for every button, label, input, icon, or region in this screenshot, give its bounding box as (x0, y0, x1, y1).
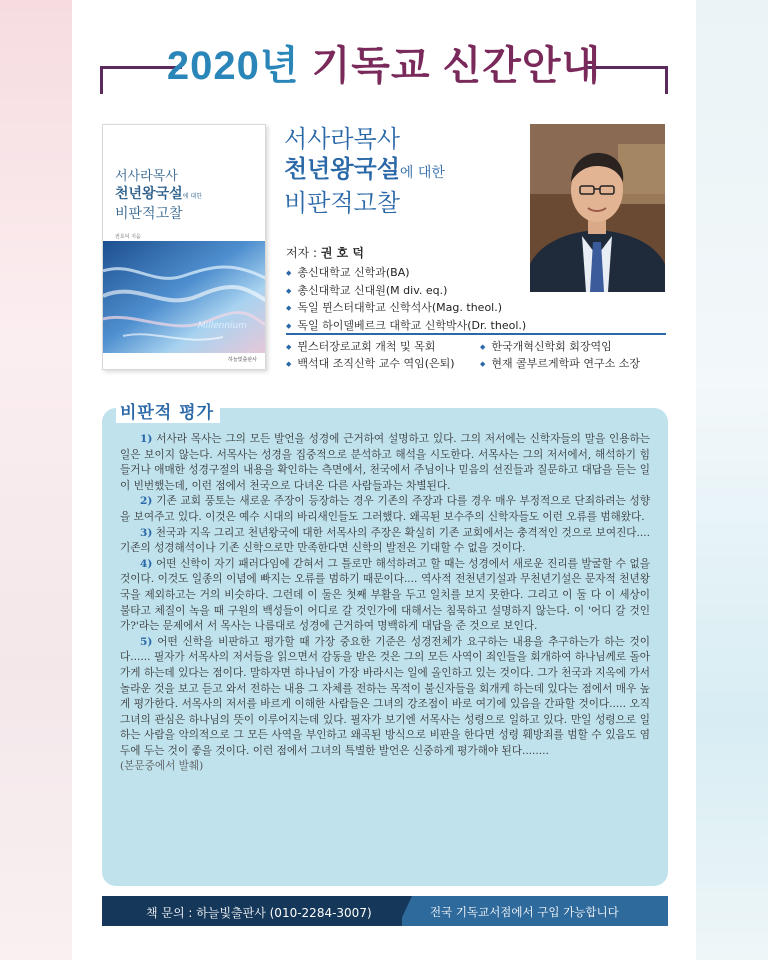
cover-artwork (103, 241, 266, 353)
book-title-line2 (284, 154, 445, 188)
divider (286, 333, 666, 335)
left-background (0, 0, 72, 960)
roles-right-column (480, 339, 640, 373)
title-text: 기독교 신간안내 (311, 44, 602, 88)
paragraph-number: 4) (140, 557, 153, 570)
review-paragraph (120, 635, 650, 760)
credential-item: ◆ 독일 뮌스터대학교 신학석사(Mag. theol.) (286, 300, 526, 318)
book-title-line1: 서사라목사 (284, 125, 400, 153)
author-credentials (286, 265, 526, 335)
paragraph-text: 어떤 신학이 자기 패러다임에 갇혀서 그 틀로만 해석하려고 할 때는 성경에서 새로운 진리를 발굴할 수 없을 것이다. 이것도 일종의 이념에 빠지는 오류를 범하기 때문이다.... 역사적 전천년기설과 무천년기설은 문자적 천년왕국을 제외하고는 거의 비슷하다. 그런데 이 둘은 첫째 부활을 두고 일치를 보지 못한다. 그리고 이 둘 다 이 세상이 불타고 체질이 녹을 때 구원의 백성들이 어디로 갈 것인가에 대해서는 침묵하고 설명하지 않는다. 이 '어디 갈 것인가?'라는 문제에서 서 목사는 나름대로 성경에 근거하여 명백하게 대답을 준 것으로 보인다. (120, 557, 650, 633)
footer-contact: 책 문의 : 하늘빛출판사 (010-2284-3007) (146, 906, 372, 920)
book-title-line3: 비판적고찰 (284, 189, 400, 217)
role-item: ◆ 한국개혁신학회 회장역임 (480, 339, 640, 356)
paragraph-text: 기존 교회 풍토는 새로운 주장이 등장하는 경우 기존의 주장과 다를 경우 매우 부정적으로 단죄하려는 성향을 보여주고 있다. 이것은 예수 시대의 바리새인들도 그러했다. 왜곡된 보수주의 신학자들도 이런 오류를 범해왔다. (120, 495, 650, 523)
page-title (72, 34, 696, 91)
header (72, 28, 696, 102)
cover-title-line1: 서사라목사 (115, 169, 178, 184)
title-year: 2020년 (166, 44, 300, 88)
review-paragraph (120, 526, 650, 557)
paragraph-number: 2) (140, 495, 153, 508)
author-portrait-icon (530, 124, 665, 292)
credential-item: ◆ 총신대학교 신학과(BA) (286, 265, 526, 283)
cover-author: 권호덕 지음 (115, 234, 141, 240)
review-paragraph (120, 557, 650, 635)
role-item: ◆ 현재 콜부르게학파 연구소 소장 (480, 356, 640, 373)
footer-availability: 전국 기독교서점에서 구입 가능합니다 (430, 905, 619, 919)
cover-title-line2 (115, 183, 202, 203)
paragraph-text: 천국과 지옥 그리고 천년왕국에 대한 서목사의 주장은 확실히 기존 교회에서는 충격적인 것으로 보여진다.... 기존의 성경해석이나 기존 신학으로만 만족한다면 신학의 발전은 기대할 수 없을 것이다. (120, 526, 651, 555)
paragraph-number: 1) (140, 433, 153, 445)
roles-left-column (286, 339, 455, 373)
paragraph-text: 어떤 신학을 비판하고 평가할 때 가장 중요한 기준은 성경전체가 요구하는 내용을 추구하는가 하는 것이다...... 필자가 서목사의 저서들을 읽으면서 감동을 받은 것은 그의 모든 사역이 죄인들을 회개하여 하나님께로 돌아가게 하는데 있다는 점이다. 말하자면 하나님이 가장 바라시는 일에 올인하고 있는 것이다. 그가 천국과 지옥에 가서 놀라운 것을 보고 듣고 와서 전하는 내용 그 자체를 전하는 목적이 불신자들을 회개케 하는데 있다는 점에서 매우 높게 평가한다. 서목사의 저서를 바르게 이해한 사람들은 그녀의 강조점이 바로 여기에 있음을 간파할 것이다..... 오직 그녀의 관심은 하나님의 뜻이 이루어지는데 있다. 필자가 보기엔 서목사는 성령으로 일하고 있다. 만일 성령으로 일하는 사람을 악의적으로 그 모든 사역을 부인하고 왜곡된 방식으로 비판을 한다면 성령 훼방죄를 범할 수 있음도 염두에 두는 것이 좋을 것이다. 이런 점에서 그녀의 특별한 발언은 신중하게 평가해야 된다........ (120, 635, 650, 757)
cover-title-line3: 비판적고찰 (115, 206, 183, 222)
book-cover-image (102, 124, 266, 370)
author-label: 저자 : (286, 246, 321, 260)
book-title-small: 에 대한 (399, 165, 445, 181)
role-item: ◆ 뮌스터장로교회 개척 및 목회 (286, 339, 455, 356)
footer-banner (102, 896, 668, 926)
review-body (120, 432, 650, 775)
right-background (696, 0, 768, 960)
credential-item: ◆ 총신대학교 신대원(M div. eq.) (286, 283, 526, 301)
credential-item: ◆ 독일 하이델베르크 대학교 신학박사(Dr. theol.) (286, 318, 526, 336)
cover-title-main: 천년왕국설 (115, 186, 183, 202)
author-line (286, 244, 364, 261)
cover-title-small: 에 대한 (182, 193, 202, 200)
review-paragraph (120, 432, 650, 494)
paragraph-text: 서사라 목사는 그의 모든 발언을 성경에 근거하여 설명하고 있다. 그의 저서에는 신학자들의 말을 인용하는 일은 보이지 않는다. 서목사는 성경을 집중적으로 분석하고 해석을 시도한다. 서목사는 그의 저서에서, 해석하기 힘들거나 애매한 성경구절의 내용을 확인하는 측면에서, 천국에서 주님이나 믿음의 선진들과 질문하고 대답을 듣는 일이 빈번했는데, 이런 점에서 천국으로 다녀온 다른 사람들과는 차별된다. (120, 433, 650, 492)
review-source-note: (본문중에서 발췌) (120, 760, 204, 773)
paragraph-number: 5) (140, 635, 153, 648)
paragraph-number: 3) (140, 526, 153, 539)
cover-publisher: 하늘빛출판사 (228, 357, 257, 363)
review-paragraph (120, 494, 650, 525)
flyer-page (72, 0, 696, 960)
author-photo (530, 124, 665, 292)
book-title-main: 천년왕국설 (284, 155, 400, 183)
cover-art-word: Millennium (197, 321, 247, 331)
role-item: ◆ 백석대 조직신학 교수 역임(은퇴) (286, 356, 455, 373)
author-name: 권 호 덕 (320, 246, 364, 260)
book-title (284, 124, 445, 218)
review-heading: 비판적 평가 (116, 398, 220, 423)
footer-divider-shape (398, 896, 412, 926)
